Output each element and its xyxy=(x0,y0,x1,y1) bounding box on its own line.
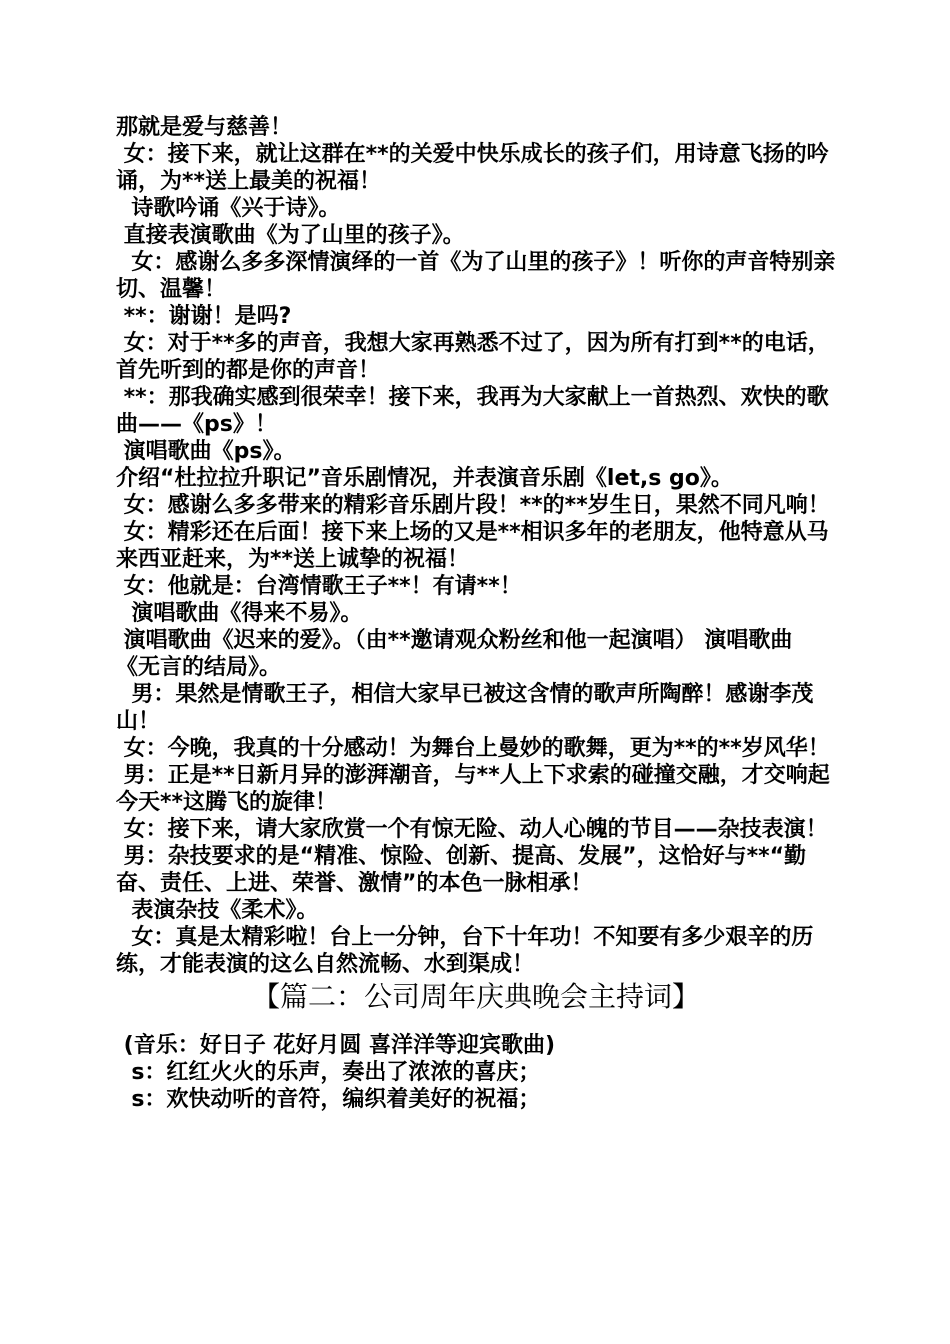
script-paragraph: (音乐：好日子 花好月圆 喜洋洋等迎宾歌曲) xyxy=(116,1033,556,1058)
script-paragraph: 女：真是太精彩啦！台上一分钟，台下十年功！不知要有多少艰辛的历练，才能表演的这么自然流畅、水到渠成！ xyxy=(116,925,814,977)
script-paragraph: **：那我确实感到很荣幸！接下来，我再为大家献上一首热烈、欢快的歌曲——《ps》！ xyxy=(116,385,829,437)
script-paragraph: 男：正是**日新月异的澎湃潮音，与**人上下求索的碰撞交融，才交响起今天**这腾飞的旋律！ xyxy=(116,763,830,815)
script-paragraph: 女：对于**多的声音，我想大家再熟悉不过了，因为所有打到**的电话，首先听到的都是你的声音！ xyxy=(116,331,830,383)
host-script-part-one xyxy=(116,114,836,978)
script-paragraph: 表演杂技《柔术》。 xyxy=(116,898,319,923)
script-paragraph: 演唱歌曲《迟来的爱》。（由**邀请观众粉丝和他一起演唱） 演唱歌曲《无言的结局》。 xyxy=(116,628,793,680)
script-paragraph: 男：杂技要求的是“精准、惊险、创新、提高、发展”，这恰好与**“勤奋、责任、上进、荣誉、激情”的本色一脉相承！ xyxy=(116,844,807,896)
script-paragraph: s：欢快动听的音符，编织着美好的祝福； xyxy=(116,1087,541,1112)
script-paragraph: **：谢谢！是吗? xyxy=(116,304,292,329)
script-paragraph: 演唱歌曲《得来不易》。 xyxy=(116,601,363,626)
script-paragraph: 介绍“杜拉拉升职记”音乐剧情况，并表演音乐剧《let,s go》。 xyxy=(116,466,733,491)
script-paragraph: 女：感谢么多多带来的精彩音乐剧片段！**的**岁生日，果然不同凡响！ xyxy=(116,493,830,518)
script-paragraph: s：红红火火的乐声，奏出了浓浓的喜庆； xyxy=(116,1060,541,1085)
script-paragraph: 女：今晚，我真的十分感动！为舞台上曼妙的歌舞，更为**的**岁风华！ xyxy=(116,736,830,761)
script-paragraph: 女：接下来，请大家欣赏一个有惊无险、动人心魄的节目——杂技表演！ xyxy=(116,817,828,842)
script-paragraph: 女：接下来，就让这群在**的关爱中快乐成长的孩子们，用诗意飞扬的吟诵，为**送上最美的祝福！ xyxy=(116,142,829,194)
section-title: 【篇二：公司周年庆典晚会主持词】 xyxy=(251,980,700,1013)
host-script-part-two xyxy=(116,1032,836,1113)
script-paragraph: 那就是爱与慈善！ xyxy=(116,115,293,140)
script-paragraph: 直接表演歌曲《为了山里的孩子》。 xyxy=(116,223,465,248)
script-paragraph: 男：果然是情歌王子，相信大家早已被这含情的歌声所陶醉！感谢李茂山！ xyxy=(116,682,814,734)
document-body xyxy=(116,114,836,1113)
script-paragraph: 女：精彩还在后面！接下来上场的又是**相识多年的老朋友，他特意从马来西亚赶来，为**送上诚挚的祝福！ xyxy=(116,520,829,572)
script-paragraph: 女：他就是：台湾情歌王子**！有请**！ xyxy=(116,574,522,599)
script-paragraph: 诗歌吟诵《兴于诗》。 xyxy=(116,196,341,221)
script-paragraph: 演唱歌曲《ps》。 xyxy=(116,439,296,464)
script-paragraph: 女：感谢么多多深情演绎的一首《为了山里的孩子》！听你的声音特别亲切、温馨！ xyxy=(116,250,836,302)
